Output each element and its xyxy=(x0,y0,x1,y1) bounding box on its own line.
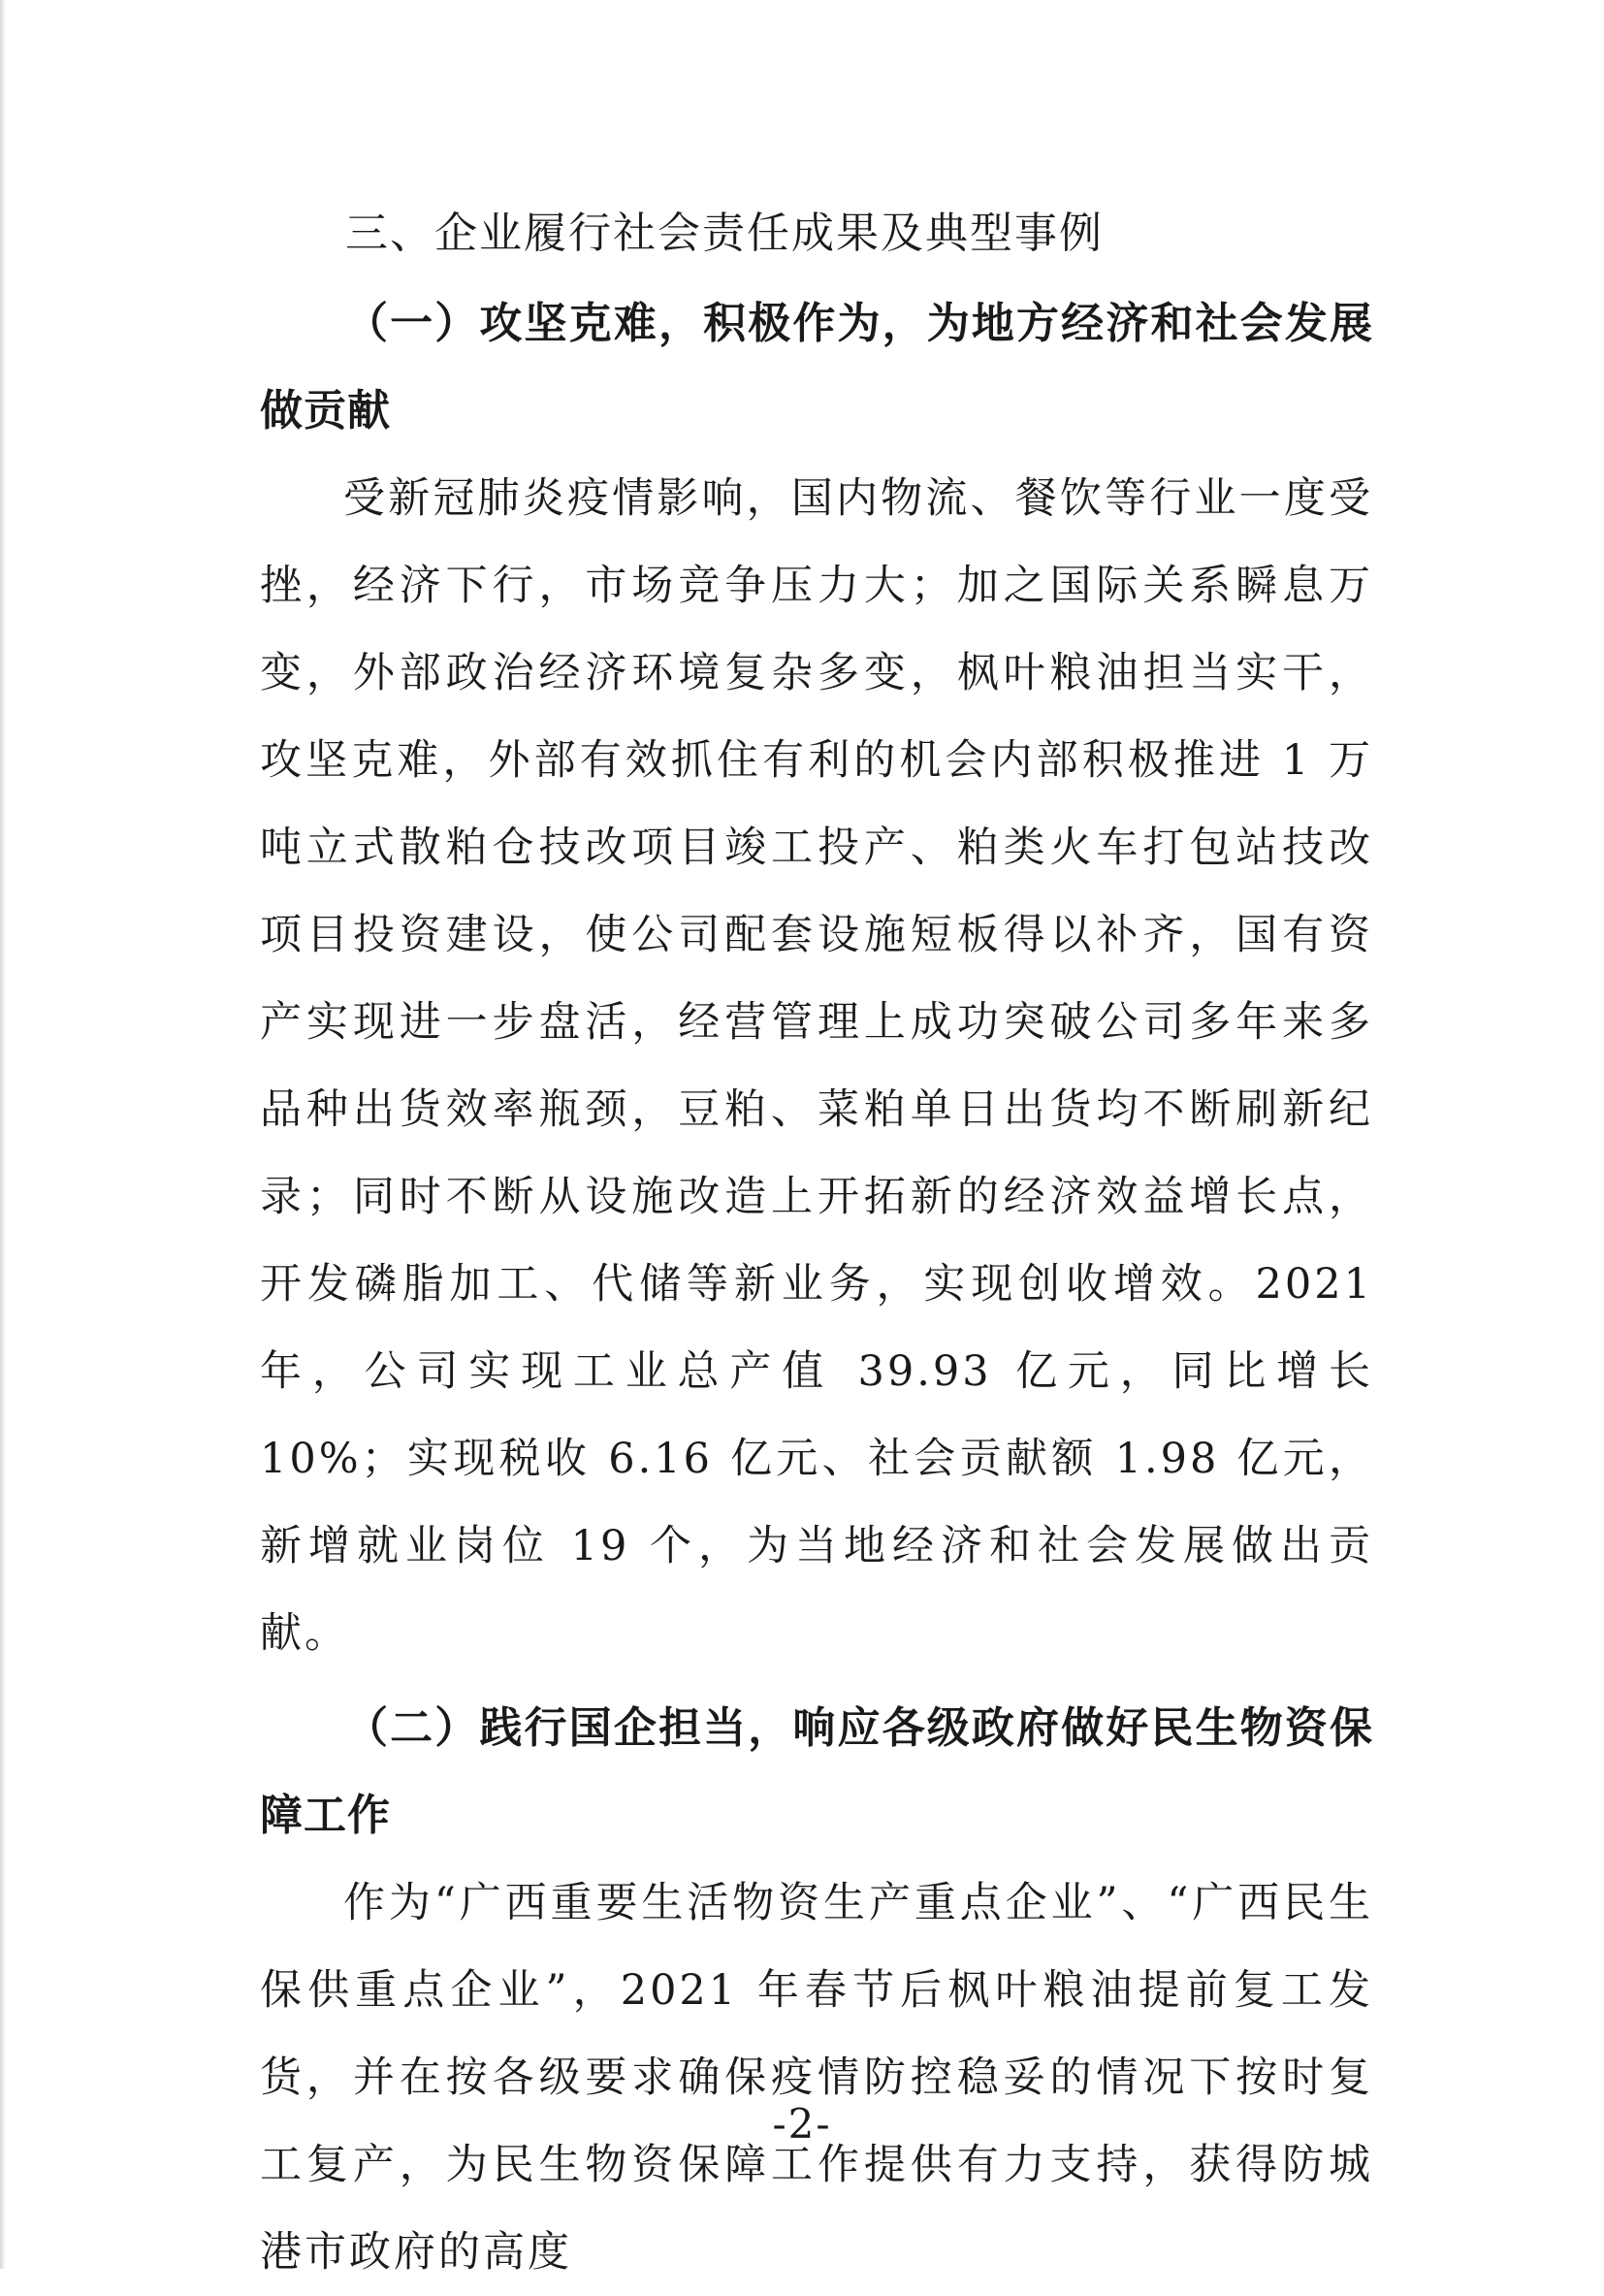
scan-edge-shadow xyxy=(0,0,6,2269)
subsection-1-paragraph: 受新冠肺炎疫情影响，国内物流、餐饮等行业一度受挫，经济下行，市场竞争压力大；加之国际关系瞬息万变，外部政治经济环境复杂多变，枫叶粮油担当实干，攻坚克难，外部有效抓住有利的机会内部积极推进 1 万吨立式散粕仓技改项目竣工投产、粕类火车打包站技改项目投资建设，使公司配套设施短板得以补齐，国有资产实现进一步盘活，经营管理上成功突破公司多年来多品种出货效率瓶颈，豆粕、菜粕单日出货均不断刷新纪录；同时不断从设施改造上开拓新的经济效益增长点，开发磷脂加工、代储等新业务，实现创收增效。2021 年，公司实现工业总产值 39.93 亿元，同比增长 10%；实现税收 6.16 亿元、社会贡献额 1.98 亿元，新增就业岗位 19 个，为当地经济和社会发展做出贡献。 xyxy=(260,474,1373,1658)
subsection-2-heading: （二）践行国企担当，响应各级政府做好民生物资保障工作 xyxy=(260,1703,1373,1840)
subsection-2-paragraph: 作为“广西重要生活物资生产重点企业”、“广西民生保供重点企业”，2021 年春节后枫叶粮油提前复工发货，并在按各级要求确保疫情防控稳妥的情况下按时复工复产，为民生物资保障工作提供有力支持，获得防城港市政府的高度 xyxy=(260,1879,1373,2277)
page-number: -2- xyxy=(772,2100,832,2148)
subsection-1-heading: （一）攻坚克难，积极作为，为地方经济和社会发展做贡献 xyxy=(260,299,1373,436)
section-title: 三、企业履行社会责任成果及典型事例 xyxy=(345,209,1104,258)
document-body xyxy=(260,199,1373,2296)
